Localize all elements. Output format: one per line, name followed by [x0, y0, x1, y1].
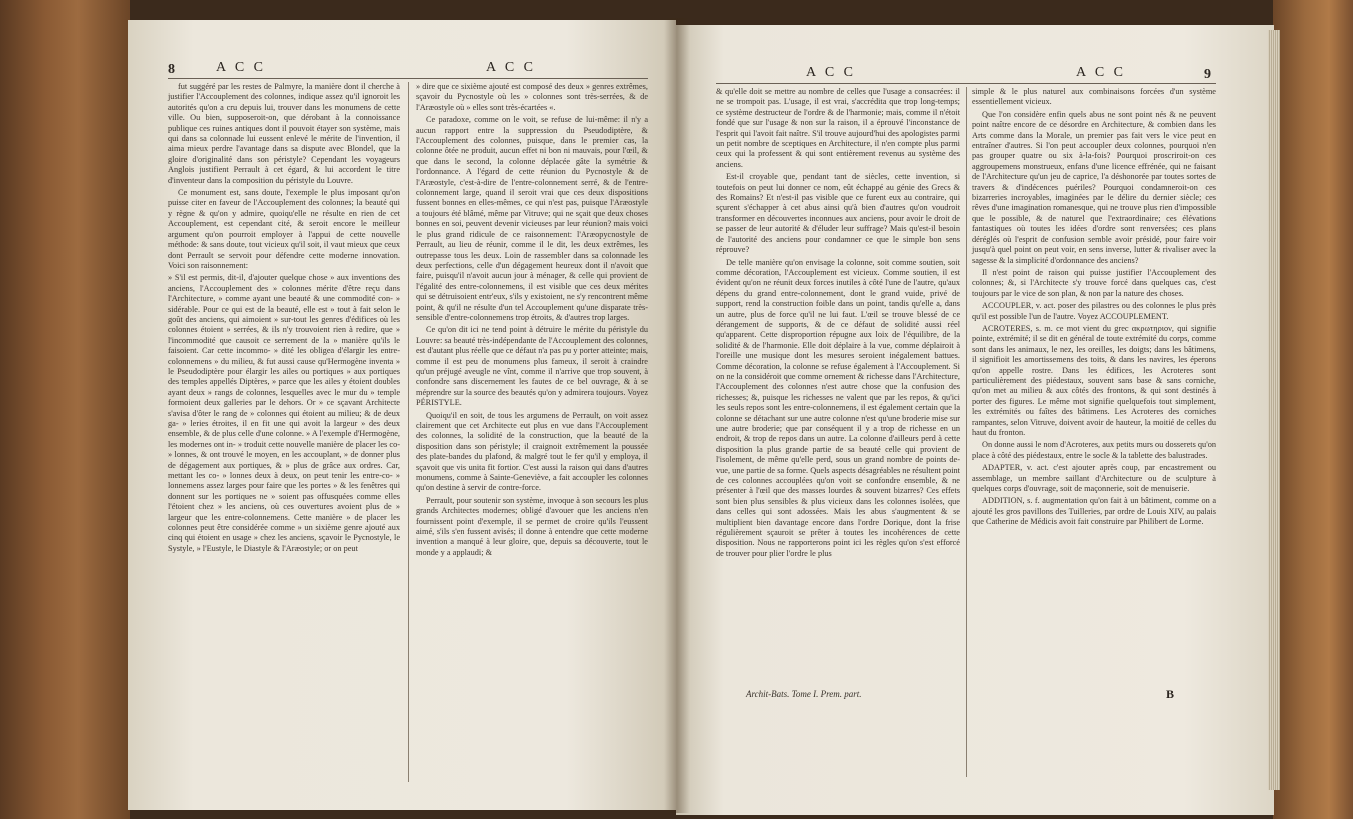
- signature-mark: B: [1166, 687, 1175, 701]
- column-rule: [408, 82, 409, 782]
- header-rule: [716, 83, 1216, 84]
- page-number: 9: [1204, 67, 1211, 82]
- paragraph: » S'il est permis, dit-il, d'ajouter quelque chose » aux inventions des anciens, l'Accouplement des » colonnes mérite d'être reçu dans l'Architecture, » comme ayant une beauté & une commodité con- » sidérable. Pour ce qui est de la beauté, elle est » tout à fait selon le goût des anciens, qui aimoient » sur-tout les genres d'édifices où les colonnes étoient » serrées, & ils n'y trouvoient rien à redire, que » l'incommodité que causoit ce serrement de la » manière qu'ils le faisoient. Car cette incommo- » dité les obligea d'élargir les entre-colonnemens » du milieu, & fut aussi cause qu'Hermogène inventa » le Pseudodiptère pour élargir les ailes ou portiques » aux portiques des temples appellés Diptères, » parce que les ailes y étoient doubles ayant deux » rangs de colonnes, lesquelles avec le mur du » temple formoient deux galleries par le dehors. Or » ce sçavant Architecte s'avisa d'ôter le rang de » colonnes qui étoient au milieu; & de deux ga- » leries étroites, il en fit une qui avoit la largeur » des deux ensemble, & de plus celle d'une colonne. » A l'exemple d'Hermogène, les modernes ont in- » troduit cette nouvelle manière de placer les co- » lonnes, & ont trouvé le moyen, en les accouplant, » de donner plus de dégagement aux portiques, & » plus de grâce aux ordres. Car, mettant les co- » lonnes deux à deux, on peut tenir les entre-co- » lonnemens assez larges pour faire que les portes » & les fenêtres qui donnent sur les portiques ne » soient pas offusquées comme elles l'étoient chez » les anciens, où ces ouvertures avoient plus de » largeur que les entre-colonnemens. Cette manière » de placer les colonnes peut être considérée comme » un sixième genre ajouté aux cinq qui étoient en usage » chez les anciens, sçavoir le Pycnostyle, le Systyle, » l'Eustyle, le Diastyle & l'Aræostyle; or on peut: [168, 273, 400, 553]
- binding-left: [0, 0, 130, 819]
- binding-right: [1273, 0, 1353, 819]
- page-footer: Archit-Bats. Tome I. Prem. part.: [746, 689, 862, 699]
- paragraph: Ce paradoxe, comme on le voit, se refuse de lui-même: il n'y a aucun rapport entre la suppression du Pseudodiptère, & l'Accouplement des colonnes, puisque, dans le premier cas, la colonne ôtée ne produit, aucun effet ni bon ni mauvais, pour l'œil, & que dans le second, la colonne déplacée gâte la symétrie & l'ordonnance. A l'égard de cette réunion du Pycnostyle & de l'Aræostyle, c'est-à-dire de l'entre-colonnement serré, & de l'entre-colonnement large, quand il seroit vrai que ces deux dispositions fussent bonnes en elles-mêmes, ce qui n'est pas, puisque l'Aræostyle a toujours été blâmé, même par Vitruve; qui ne sçait que deux choses bonnes en soi, peuvent devenir vicieuses par leur réunion? mais voici le plus grand ridicule de ce raisonnement: l'Aræopycnostyle de Perrault, au lieu de réunir, comme il le dit, les deux extrêmes, les outrepasse tous les deux. Loin de rassembler dans sa colonnade les deux perfections, celle d'un dégagement heureux dont il n'avoit que faire, puisqu'il n'avoit aucun jour à ménager, & celle qui provient de l'égalité des entre-colonnemens, il est visible que ces deux mérites qui se détruisoient entr'eux, s'ils y existoient, ne s'y rencontrent même point, & qu'il ne résulte d'un tel Accouplement qu'une disparate très-sensible d'entre-colonnemens trop étroits, & d'autres trop larges.: [416, 115, 648, 322]
- paragraph: Il n'est point de raison qui puisse justifier l'Accouplement des colonnes; &, si l'Architecte s'y trouve forcé dans quelques cas, c'est toujours par le vice de son plan, & non par la nature des choses.: [972, 267, 1216, 298]
- running-head: A C C: [806, 65, 857, 80]
- paragraph: Ce monument est, sans doute, l'exemple le plus imposant qu'on puisse citer en faveur de l'Accouplement des colonnes; la beauté qui y règne & qu'on y admire, quoiqu'elle ne résulte en rien de cet Accouplement, est cependant cité, & seroit encore le meilleur argument qu'on pourroit employer à l'appui de cette nouvelle méthode: & sans doute, tout vicieux qu'il soit, il vaut mieux que ceux dont Perrault se servoit pour défendre cette moderne innovation. Voici son raisonnement:: [168, 188, 400, 270]
- paragraph: & qu'elle doit se mettre au nombre de celles que l'usage a consacrées: il ne se trompoit pas. L'usage, il est vrai, s'accrédita que trop long-temps; ce système destructeur de l'ordre & de l'harmonie; mais, comme il n'étoit fondé que sur l'usage & non sur la raison, il a éprouvé l'inconstance de l'esprit qui l'avoit fait naître. S'il trouve aujourd'hui des apologistes parmi un petit nombre de sceptiques en Architecture, il n'en compte plus parmi ceux qui la professent & qui sont entièrement revenus au système des anciens.: [716, 87, 960, 169]
- paragraph: Est-il croyable que, pendant tant de siècles, cette invention, si toutefois on peut lui donner ce nom, eût échappé au génie des Grecs & des Romains? Et n'est-il pas visible que ce furent eux au contraire, qui sçurent s'échapper à cet abus ainsi qu'à bien d'autres qu'on voudroit transformer en découvertes inconnues aux anciens, pour avoir le droit de se passer de leur autorité & d'éluder leur suffrage? Mais qu'est-il besoin de l'autorité des anciens pour condamner ce que le simple bon sens réprouve?: [716, 172, 960, 255]
- paragraph: Ce qu'on dit ici ne tend point à détruire le mérite du péristyle du Louvre: sa beauté très-indépendante de l'Accouplement des colonnes, est d'autant plus réelle que ce défaut n'a pas pu y porter atteinte; mais, comme il est peu de monumens plus fameux, il seroit à craindre qu'un préjugé aveugle ne vînt, comme il n'arrive que trop souvent, à confondre sans discernement les fautes de ce bel ouvrage, & à se méprendre sur la source des beautés qu'on y admirera toujours. Voyez PÉRISTYLE.: [416, 325, 648, 408]
- text-column-1: [716, 87, 960, 561]
- paragraph: On donne aussi le nom d'Acroteres, aux petits murs ou dosserets qu'on place à côté des piédestaux, entre le socle & la tablette des balustrades.: [972, 440, 1216, 460]
- paragraph: ACCOUPLER, v. act. poser des pilastres ou des colonnes le plus près qu'il est possible l'un de l'autre. Voyez ACCOUPLEMENT.: [972, 301, 1216, 321]
- page-edges: [1268, 30, 1280, 790]
- paragraph: ACROTERES, s. m. ce mot vient du grec ακρωτηριον, qui signifie pointe, extrémité; il se dit en général de toute extrémité du corps, comme sont dans les animaux, le nez, les oreilles, les doigts; dans les bâtimens, il signifioit les amortissemens des toits, & dans les navires, les éperons qu'on appelle rostre. Dans les édifices, les Acroteres sont particulièrement des piédestaux, souvent sans base & sans corniche, qu'on met au milieu & aux côtés des frontons, & qui sont destinés à porter des figures. Le même mot signifie quelquefois tout simplement, les extrémités ou faîtes des bâtimens. Les Acroteres des corniches rampantes, selon Vitruve, doivent avoir de hauteur, la moitié de celles du haut du fronton.: [972, 323, 1216, 437]
- book-gutter: [664, 18, 690, 813]
- text-column-2: [416, 82, 648, 560]
- page-number: 8: [168, 62, 175, 77]
- running-head: A C C: [216, 60, 267, 75]
- paragraph: fut suggéré par les restes de Palmyre, la manière dont il cherche à justifier l'Accouplement des colonnes, indique assez qu'il ignoroit les autorités qu'on a cru depuis lui, trouver dans les monumens de cette ville. Ou bien, supposeroit-on, que dérobant à la connoissance publique ces ruines antiques dont il pouvoit étayer son système, mais qui dans sa colonnade lui eussent enlevé le mérite de l'invention, il aima mieux perdre l'avantage dans sa dispute avec Blondel, que la gloire d'originalité dans son péristyle? Cependant les voyageurs Anglois justifient Perrault à cet égard, & lui accordent le titre d'inventeur dans la composition du péristyle du Louvre.: [168, 82, 400, 185]
- left-page: [128, 20, 676, 810]
- paragraph: » dire que ce sixième ajouté est composé des deux » genres extrêmes, sçavoir du Pycnostyle où les » colonnes sont très-serrées, & de l'Aræostyle où » elles sont très-écartées «.: [416, 82, 648, 112]
- running-head: A C C: [486, 60, 537, 75]
- paragraph: Quoiqu'il en soit, de tous les argumens de Perrault, on voit assez clairement que cet Architecte eut plus en vue dans l'Accouplement des colonnes, la solidité de la construction, que la beauté de la disposition dans son péristyle; il craignoit extrêmement la poussée des plate-bandes du plafond, & malgré tout le fer qu'il y employa, il sçavoit que vis unita fit fortior. C'est aussi la raison qui dans d'autres monumens, comme à Sainte-Geneviève, a fait accoupler les colonnes qu'on destine à servir de contre-force.: [416, 410, 648, 493]
- paragraph: ADDITION, s. f. augmentation qu'on fait à un bâtiment, comme on a ajouté les gros pavillons des Tuilleries, par ordre de Louis XIV, au palais que Catherine de Médicis avoit fait construire par Philibert de Lorme.: [972, 496, 1216, 527]
- column-rule: [966, 87, 967, 777]
- paragraph: simple & le plus naturel aux combinaisons forcées d'un système essentiellement vicieux.: [972, 87, 1216, 107]
- paragraph: Que l'on considère enfin quels abus ne sont point nés & ne peuvent point naître encore de ce désordre en Architecture, & combien dans les Arts comme dans la Morale, un premier pas fait vers le vice peut en entraîner d'autres. Si l'on peut accoupler deux colonnes, pourquoi n'en pas grouper quatre ou six à-la-fois? Pourquoi proscriroit-on ces aggroupemens monstrueux, enfans d'une licence effrénée, qui ne faisant de l'Architecture qu'un jeu de caprice, l'a déshonorée par toutes sortes de travers & d'indécences puériles? Pourquoi condamneroit-on ces bizarreries incroyables, imaginées par le délire du dernier siècle; ces rêves d'une imagination romanesque, qui ne trouve plus rien d'impossible que le possible, & de naturel que l'extraordinaire; ces élévations fantastiques où toutes les idées d'ordre sont renversées; ces plans déréglés où l'esprit de confusion semble avoir présidé, pour faire voir jusqu'à quel point on peut voir, en sens inverse, lutter & rivaliser avec la sagesse & la simplicité d'ordonnance des anciens?: [972, 109, 1216, 265]
- text-column-2: [972, 87, 1216, 530]
- paragraph: Perrault, pour soutenir son système, invoque à son secours les plus grands Architectes modernes; obligé d'avouer que les anciens n'en fournissent point d'exemple, il se permet de croire qu'ils l'eussent aimé, s'ils s'en fussent avisés; il donne à entendre que cette moderne invention a manqué à leur gloire, que, depuis sa découverte, tout le monde y a applaudi; &: [416, 495, 648, 557]
- header-rule: [168, 78, 648, 79]
- running-head: A C C: [1076, 65, 1127, 80]
- text-column-1: [168, 82, 400, 556]
- right-page: [676, 25, 1274, 815]
- paragraph: De telle manière qu'on envisage la colonne, soit comme soutien, soit comme décoration, l'Accouplement est vicieux. Comme soutien, il est évident qu'on ne réunit deux forces inutiles à côté l'une de l'autre, qu'aux dépens du grand entre-colonnement, dont le grand vuide, privé de support, rend la construction foible dans un point, tandis qu'elle a, dans un autre, plus de force qu'il ne lui faut. L'œil se trouve blessé de ce dérangement de supports, & de ce défaut de solidité aussi réel qu'apparent. Cette disproportion répugne aux loix de l'équilibre, de la solidité & de l'harmonie. Elle doit déplaire à la vue, comme déplairoit à l'oreille une musique dont les mesures seroient inégalement battues. Comme décoration, la colonne se refuse également à l'Accouplement. Si on ne la considéroit que comme ornement & richesse dans l'Architecture, l'Accouplement des colonnes n'est autre chose que la confusion des richesses; &, puisque les richesses ne valent que par les repos, & qu'ici les seuls repos sont les entre-colonnemens, il est également certain que la colonne se détachant sur une autre colonne n'est qu'une broderie mise sur une autre broderie; que par conséquent il y a trop de richesse en un endroit, & trop de repos dans un autre. La colonne d'ailleurs perd à cette disposition la plus grande partie de sa beauté celle qui provient de l'isolement, de même qu'elle perd, sous un grand nombre de points de-vue, une partie de sa forme. Quels aspects désagréables ne résultent point de ces colonnes accouplées qu'on voit se confondre ensemble, & ne présenter à l'œil que des masses lourdes & souvent bizarres? Ces effets sont bien plus sensibles & plus vicieux dans les colonnes isolées, que dans celles qui sont adossées. Mais les abus s'augmentent & se multiplient bien davantage encore dans l'ordre Dorique, dont la frise régulièrement sçauroit se prêter à toutes les incohérences de cette disposition. Nous ne rapporterons point ici les règles qu'on s'est efforcé de trouver pour plier l'ordre le plus: [716, 257, 960, 558]
- paragraph: ADAPTER, v. act. c'est ajouter après coup, par encastrement ou assemblage, un membre saillant d'Architecture ou de sculpture à quelques corps d'ouvrage, soit de maçonnerie, soit de menuiserie.: [972, 463, 1216, 494]
